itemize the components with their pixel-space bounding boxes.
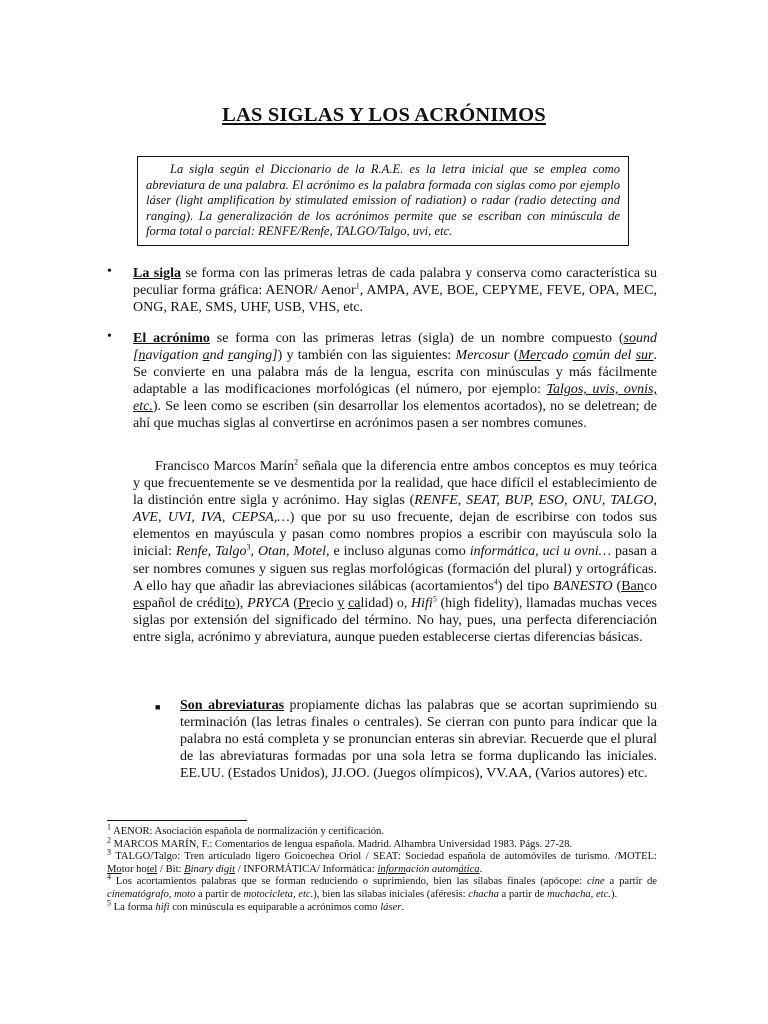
sub-bullet-abreviaturas: Son abreviaturas propiamente dichas las palabras que se acortan suprimiendo su terminación (las letras finales o centrales). Se cierran con punto para indicar que la palabra no está completa y se pronuncian enteras sin abreviar. Recuerde que el plural de las abreviaturas formadas por una sola letra se forma duplicando las iniciales. EE.UU. (Estados Unidos), JJ.OO. (Juegos olímpicos), VV.AA, (Varios autores) etc. (180, 698, 657, 782)
footnote-divider (107, 820, 247, 821)
bullet-icon: • (107, 329, 112, 344)
footnote-4: $^4$ Los acortamientos palabras que se forman reduciendo o suprimiendo, bien las sílabas finales (apócope: cine a partir de cinematógrafo, moto a partir de motocicleta, etc.), bien las sílabas iniciales (aféresis: chacha a partir de muchacha, etc.). (107, 872, 657, 900)
marcos-marin-paragraph: Francisco Marcos Marín$^2$ señala que la diferencia entre ambos conceptos es muy teórica y que frecuentemente se ve desmentida por la realidad, que hace difícil el establecimiento de la distinción entre sigla y acrónimo. Hay siglas (RENFE, SEAT, BUP, ESO, ONU, TALGO, AVE, UVI, IVA, CEPSA,…) que por su uso frecuente, dejan de escribirse con todos sus elementos en mayúscula y pasan como nombres propios a escribir con mayúscula solo la inicial: Renfe, Talgo$^3$, Otan, Motel, e incluso algunas como informática, uci u ovni… pasan a ser nombres comunes y siguen sus reglas morfológicas (formación del plural) y ortográficas. A ello hay que añadir las abreviaciones silábicas (acortamientos$^4$) del tipo BANESTO (Banco español de crédito), PRYCA (Precio y calidad) o, Hifi$^5$ (high fidelity), llamadas muchas veces siglas por extensión del significado del término. No hay, pues, una perfecta diferenciación entre sigla, acrónimo y abreviatura, aunque pueden establecerse ciertas diferencias básicas. (133, 457, 658, 645)
bullet-acronimo: El acrónimo se forma con las primeras letras (sigla) de un nombre compuesto (sound [navigation and ranging]) y también con las siguientes: Mercosur (Mercado común del sur. Se convierte en una palabra más de la lengua, escrita con minúsculas y más fácilmente adaptable a las modificaciones morfológicas (el número, por ejemplo: Talgos, uvis, ovnis, etc.). Se leen como se escriben (sin desarrollar los elementos acortados), no se deletrean; de ahí que muchas siglas al convertirse en acrónimos pasen a ser nombres comunes. (133, 331, 658, 432)
abstract-box (137, 156, 629, 246)
footnotes (107, 822, 657, 914)
footnote-5: $^5$ La forma hifi con minúscula es equiparable a acrónimos como láser. (107, 898, 405, 913)
footnote-1: $^1$ AENOR: Asociación española de normalización y certificación. (107, 822, 384, 837)
bullet-sigla: La sigla se forma con las primeras letras de cada palabra y conserva como característica su peculiar forma gráfica: AENOR/ Aenor$^1$, AMPA, AVE, BOE, CEPYME, FEVE, OPA, MEC, ONG, RAE, SMS, UHF, USB, VHS, etc. (133, 266, 657, 316)
footnote-3: $^3$ TALGO/Talgo: Tren articulado ligero Goicoechea Oriol / SEAT: Sociedad española de automóviles de turismo. /MOTEL: Motor hotel / Bit: Binary digit / INFORMÁTICA/ Informática: información automática. (107, 847, 657, 875)
footnote-ref: 1 (355, 281, 360, 291)
bullet-icon: • (107, 264, 112, 279)
square-bullet-icon: ■ (155, 702, 161, 712)
term-acronimo: El acrónimo (133, 331, 210, 346)
abstract-text: La sigla según el Diccionario de la R.A.E. es la letra inicial que se emplea como abreviatura de una palabra. El acrónimo es la palabra formada con siglas como por ejemplo láser (light amplification by stimulated emission of radiation) o radar (radio detecting and ranging). La generalización de los acrónimos permite que se escriban con minúscula de forma total o parcial: RENFE/Renfe, TALGO/Talgo, uvi, etc. (146, 162, 620, 238)
term-sigla: La sigla (133, 266, 181, 281)
term-abreviaturas: Son abreviaturas (180, 698, 285, 713)
footnote-2: $^2$ MARCOS MARÍN, F.: Comentarios de lengua española. Madrid. Alhambra Universidad 1983. Págs. 27-28. (107, 835, 573, 850)
page-title: LAS SIGLAS Y LOS ACRÓNIMOS (222, 104, 546, 126)
